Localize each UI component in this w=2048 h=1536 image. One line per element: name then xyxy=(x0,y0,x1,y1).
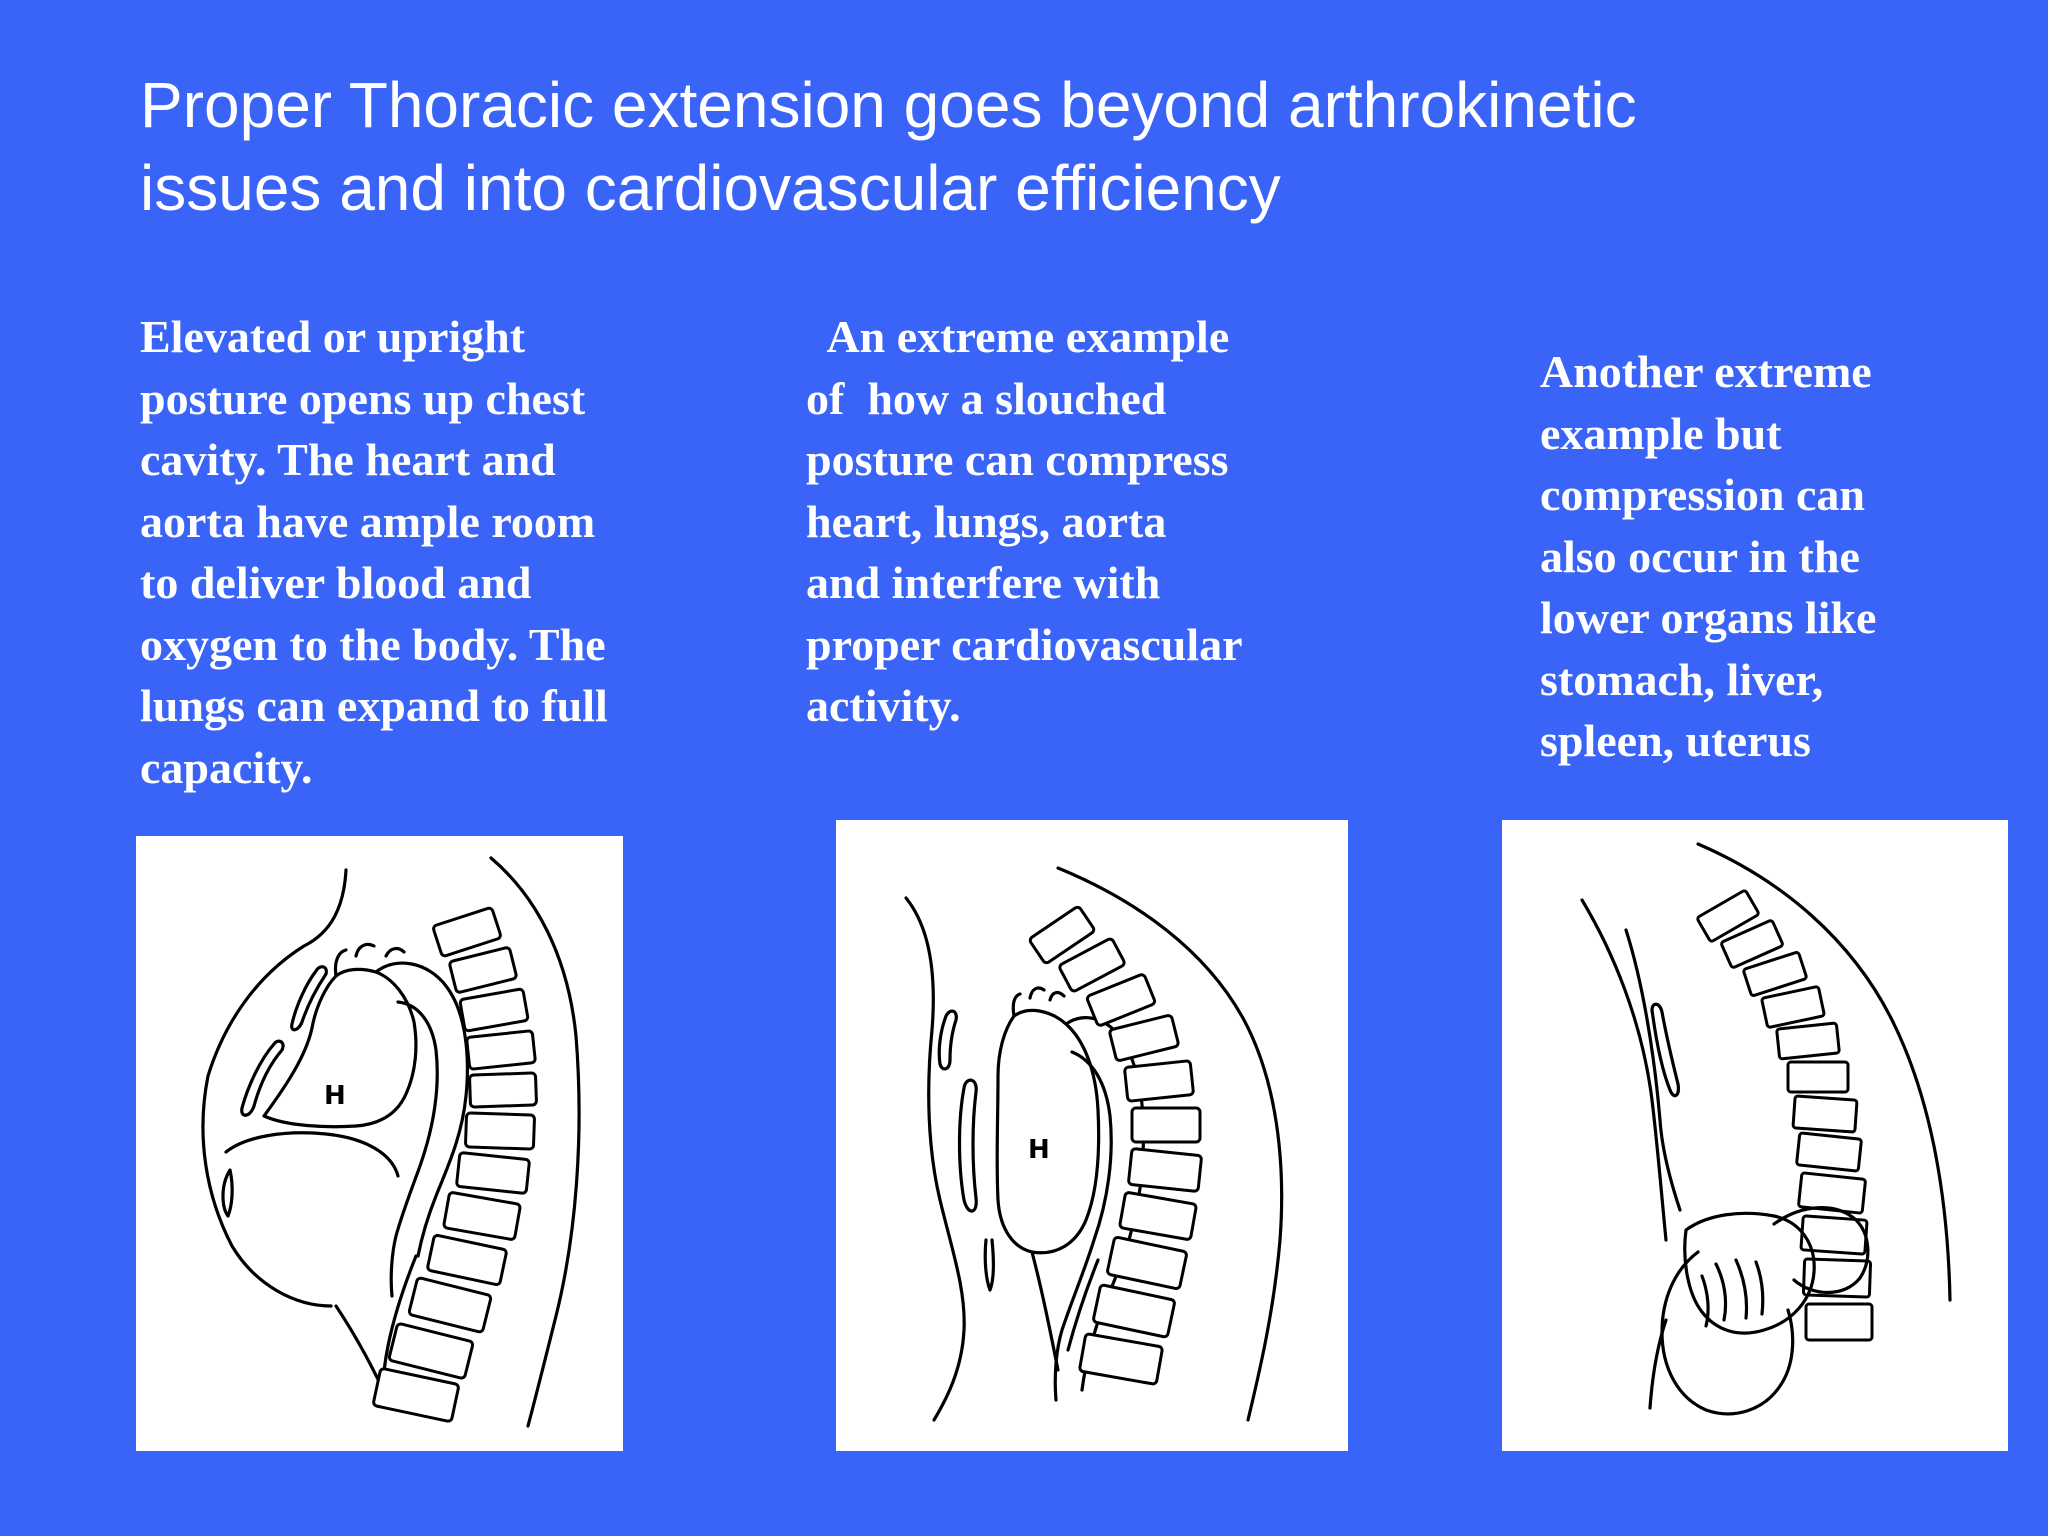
text-line: Another extreme xyxy=(1540,346,1872,397)
sternum-outline xyxy=(939,1011,956,1069)
text-line: compression can xyxy=(1540,469,1865,520)
anterior-wall-outline xyxy=(1626,930,1680,1210)
title-line: issues and into cardiovascular efficiency xyxy=(140,152,1281,224)
text-line: posture opens up chest xyxy=(140,372,586,424)
vertebral-column xyxy=(373,907,537,1422)
slouched-spine-illustration xyxy=(836,820,1348,1451)
upright-spine-illustration xyxy=(136,836,623,1451)
text-line: activity. xyxy=(806,680,961,731)
lung-space-outline xyxy=(985,1240,993,1290)
slouched-spine-drawing xyxy=(836,820,1348,1451)
slouched-posture-text xyxy=(806,306,1243,737)
heart-label: H xyxy=(1028,1135,1050,1165)
upright-spine-drawing xyxy=(136,836,623,1451)
lower-organs-text xyxy=(1540,341,1876,772)
diaphragm-outline xyxy=(223,1170,232,1216)
title-line: Proper Thoracic extension goes beyond arthrokinetic xyxy=(140,69,1637,141)
spleen-outline xyxy=(1702,1260,1763,1326)
slide-title xyxy=(140,64,1940,230)
text-line: heart, lungs, aorta xyxy=(806,495,1167,547)
lung-space-outline xyxy=(226,1133,398,1176)
text-line: oxygen to the body. The xyxy=(140,618,606,670)
front-body-outline xyxy=(906,898,964,1420)
text-line: capacity. xyxy=(140,741,313,793)
text-line: stomach, liver, xyxy=(1540,653,1824,705)
heart-outline xyxy=(997,1010,1099,1252)
text-line: of how a slouched xyxy=(806,372,1167,424)
vertebral-column xyxy=(1029,906,1202,1385)
text-line: also occur in the xyxy=(1540,530,1860,582)
liver-outline xyxy=(1662,1252,1793,1414)
text-line: lower organs like xyxy=(1540,592,1877,643)
heart-label: H xyxy=(324,1081,346,1111)
text-line: proper cardiovascular xyxy=(806,618,1243,670)
text-line: Elevated or upright xyxy=(140,311,526,362)
rib-outline xyxy=(960,1080,977,1211)
stomach-outline xyxy=(1685,1213,1814,1333)
text-line: posture can compress xyxy=(806,434,1229,485)
text-line: cavity. The heart and xyxy=(140,434,556,485)
text-line: and interfere with xyxy=(806,557,1161,608)
text-line: aorta have ample room xyxy=(140,495,596,547)
text-line: spleen, uterus xyxy=(1540,715,1811,766)
upright-posture-text xyxy=(140,306,608,798)
text-line: lungs can expand to full xyxy=(140,680,608,731)
lower-organs-illustration xyxy=(1502,820,2008,1451)
text-line: An extreme example xyxy=(806,311,1230,362)
lower-organs-drawing xyxy=(1502,820,2008,1451)
text-line: to deliver blood and xyxy=(140,557,532,608)
pelvic-outline xyxy=(1650,1320,1666,1408)
vertebral-column xyxy=(1697,890,1872,1340)
text-line: example but xyxy=(1540,407,1782,459)
rib-outline xyxy=(242,1041,283,1115)
